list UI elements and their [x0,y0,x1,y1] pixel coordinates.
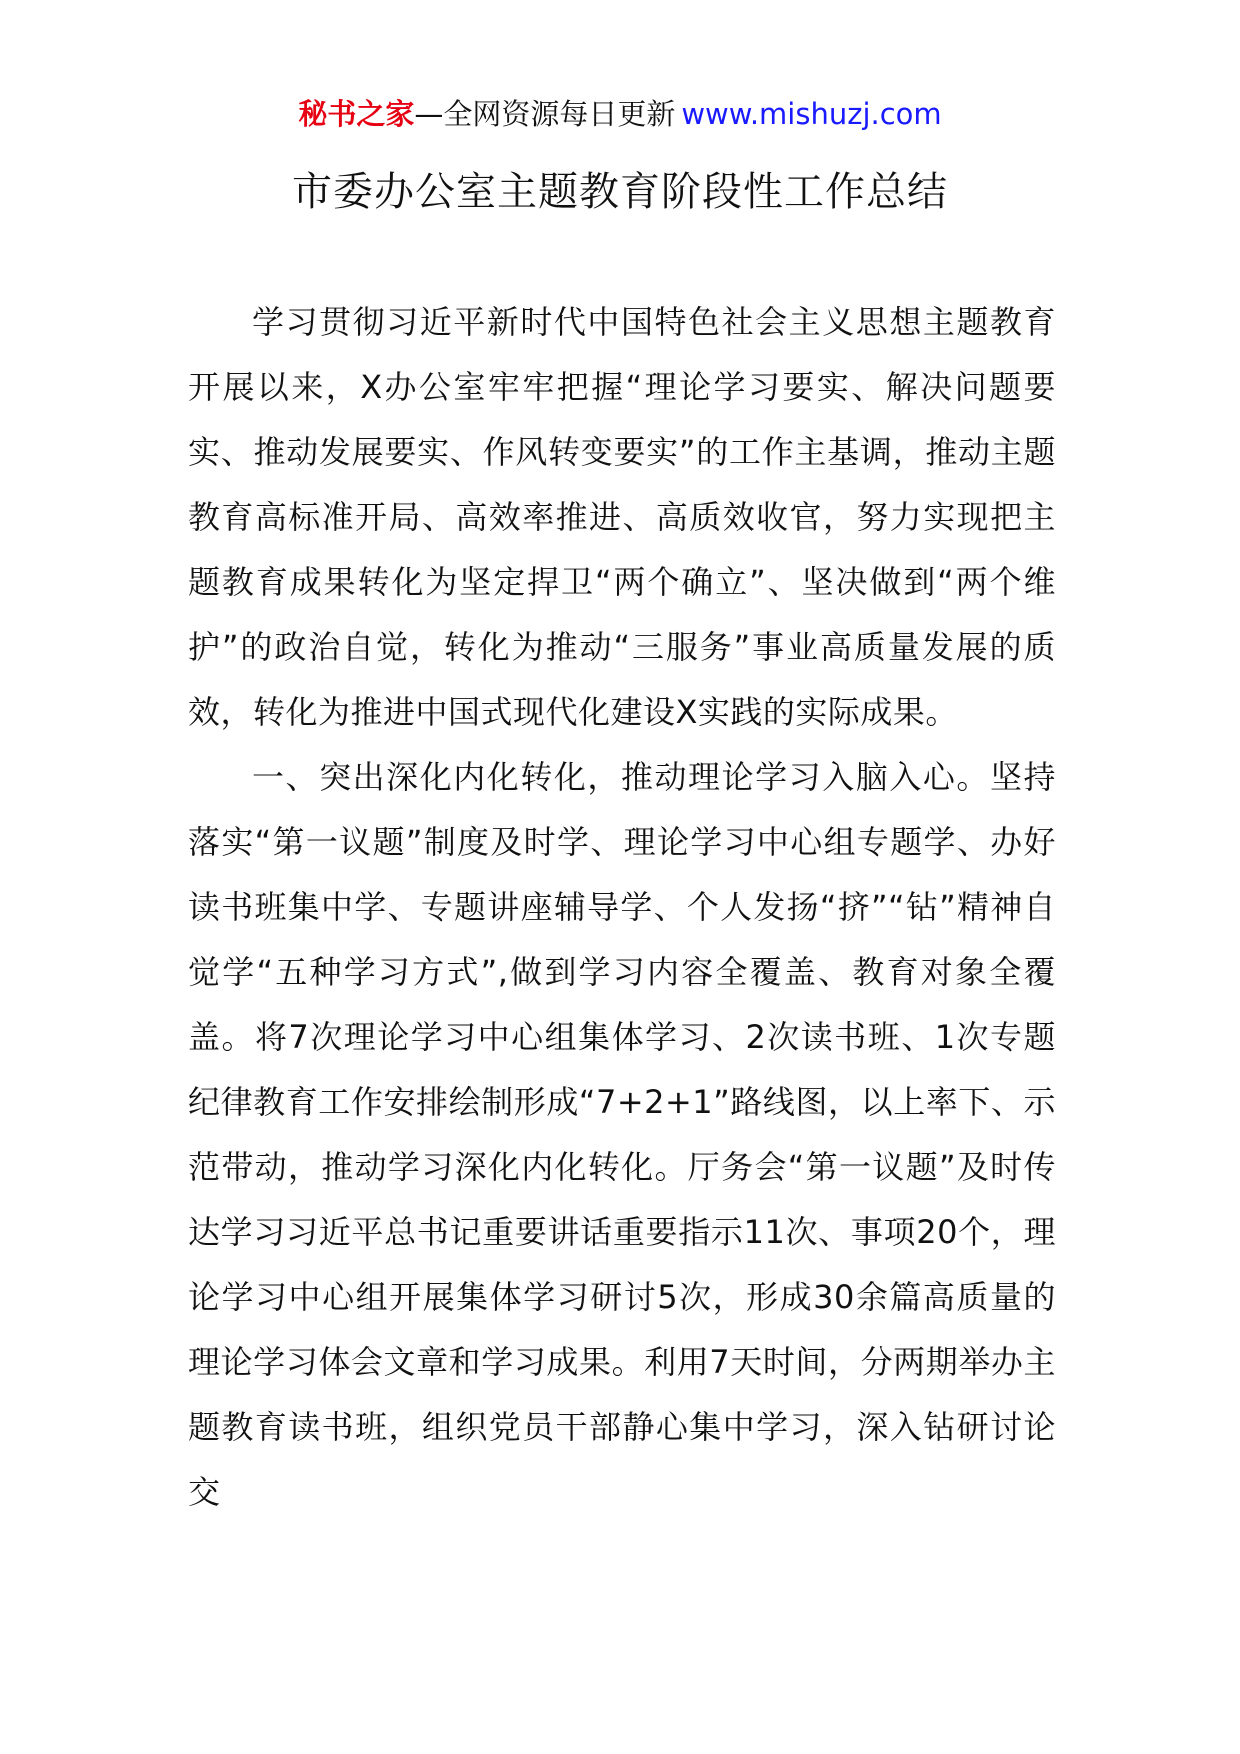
brand-name: 秘书之家 [298,97,415,131]
document-body [188,290,1056,1525]
site-url-link[interactable]: www.mishuzj.com [681,97,942,131]
site-tagline: —全网资源每日更新 [414,97,676,131]
intro-paragraph: 学习贯彻习近平新时代中国特色社会主义思想主题教育开展以来，X办公室牢牢把握“理论学习要实、解决问题要实、推动发展要实、作风转变要实”的工作主基调，推动主题教育高标准开局、高效率推进、高质效收官，努力实现把主题教育成果转化为坚定捍卫“两个确立”、坚决做到“两个维护”的政治自觉，转化为推动“三服务”事业高质量发展的质效，转化为推进中国式现代化建设X实践的实际成果。 [188,303,1056,731]
section-one-paragraph: 一、突出深化内化转化，推动理论学习入脑入心。坚持落实“第一议题”制度及时学、理论学习中心组专题学、办好读书班集中学、专题讲座辅导学、个人发扬“挤”“钻”精神自觉学“五种学习方式”,做到学习内容全覆盖、教育对象全覆盖。将7次理论学习中心组集体学习、2次读书班、1次专题纪律教育工作安排绘制形成“7+2+1”路线图，以上率下、示范带动，推动学习深化内化转化。厅务会“第一议题”及时传达学习习近平总书记重要讲话重要指示11次、事项20个，理论学习中心组开展集体学习研讨5次，形成30余篇高质量的理论学习体会文章和学习成果。利用7天时间，分两期举办主题教育读书班，组织党员干部静心集中学习，深入钻研讨论交 [188,758,1056,1511]
document-title: 市委办公室主题教育阶段性工作总结 [292,169,948,215]
site-header [0,96,1240,132]
